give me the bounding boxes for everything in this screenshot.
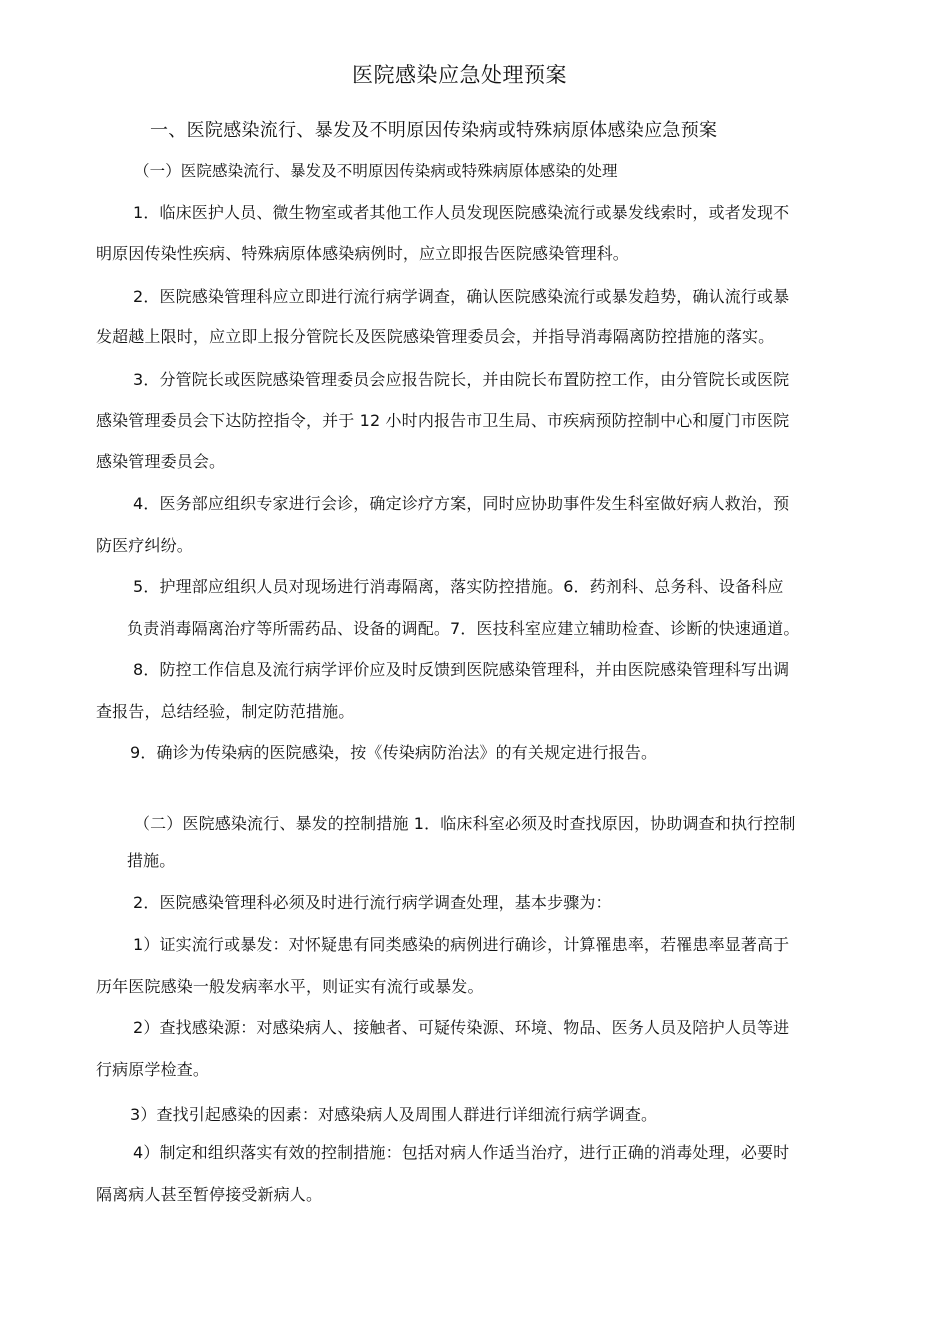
paragraph-line: 历年医院感染一般发病率水平，则证实有流行或暴发。 — [96, 977, 484, 996]
paragraph-line: 发超越上限时，应立即上报分管院长及医院感染管理委员会，并指导消毒隔离防控措施的落实。 — [96, 327, 775, 346]
paragraph-line: 感染管理委员会。 — [96, 452, 226, 471]
paragraph-line: 5．护理部应组织人员对现场进行消毒隔离，落实防控措施。6．药剂科、总务科、设备科应 — [133, 577, 784, 596]
paragraph-line: 行病原学检查。 — [96, 1060, 210, 1079]
paragraph-line: 9．确诊为传染病的医院感染，按《传染病防治法》的有关规定进行报告。 — [130, 743, 658, 762]
paragraph-line: 查报告，总结经验，制定防范措施。 — [96, 702, 355, 721]
paragraph-line: 2．医院感染管理科应立即进行流行病学调查，确认医院感染流行或暴发趋势，确认流行或暴 — [133, 287, 790, 306]
paragraph-line: 明原因传染性疾病、特殊病原体感染病例时，应立即报告医院感染管理科。 — [96, 244, 629, 263]
paragraph-line: 隔离病人甚至暂停接受新病人。 — [96, 1185, 323, 1204]
document-title: 医院感染应急处理预案 — [352, 63, 567, 87]
paragraph-line: 8．防控工作信息及流行病学评价应及时反馈到医院感染管理科，并由医院感染管理科写出调 — [133, 660, 790, 679]
paragraph-line: 2）查找感染源：对感染病人、接触者、可疑传染源、环境、物品、医务人员及陪护人员等进 — [133, 1018, 790, 1037]
paragraph-line: 措施。 — [127, 851, 176, 870]
paragraph-line: 负责消毒隔离治疗等所需药品、设备的调配。7．医技科室应建立辅助检查、诊断的快速通道。 — [127, 619, 800, 638]
paragraph-line: 感染管理委员会下达防控指令，并于 12 小时内报告市卫生局、市疾病预防控制中心和厦门市医院 — [96, 411, 790, 430]
paragraph-line: 4）制定和组织落实有效的控制措施：包括对病人作适当治疗，进行正确的消毒处理，必要时 — [133, 1143, 790, 1162]
paragraph-line: （二）医院感染流行、暴发的控制措施 1．临床科室必须及时查找原因，协助调查和执行控制 — [134, 814, 796, 833]
section-heading: 一、医院感染流行、暴发及不明原因传染病或特殊病原体感染应急预案 — [150, 120, 718, 141]
paragraph-line: 1）证实流行或暴发：对怀疑患有同类感染的病例进行确诊，计算罹患率，若罹患率显著高于 — [133, 935, 790, 954]
subsection-heading: （一）医院感染流行、暴发及不明原因传染病或特殊病原体感染的处理 — [134, 162, 618, 180]
paragraph-line: 防医疗纠纷。 — [96, 536, 193, 555]
paragraph-line: 4．医务部应组织专家进行会诊，确定诊疗方案，同时应协助事件发生科室做好病人救治，预 — [133, 494, 790, 513]
paragraph-line: 3）查找引起感染的因素：对感染病人及周围人群进行详细流行病学调查。 — [130, 1105, 658, 1124]
paragraph-line: 2．医院感染管理科必须及时进行流行病学调查处理，基本步骤为： — [133, 893, 612, 912]
paragraph-line: 3．分管院长或医院感染管理委员会应报告院长，并由院长布置防控工作，由分管院长或医院 — [133, 370, 790, 389]
paragraph-line: 1．临床医护人员、微生物室或者其他工作人员发现医院感染流行或暴发线索时，或者发现不 — [133, 203, 790, 222]
